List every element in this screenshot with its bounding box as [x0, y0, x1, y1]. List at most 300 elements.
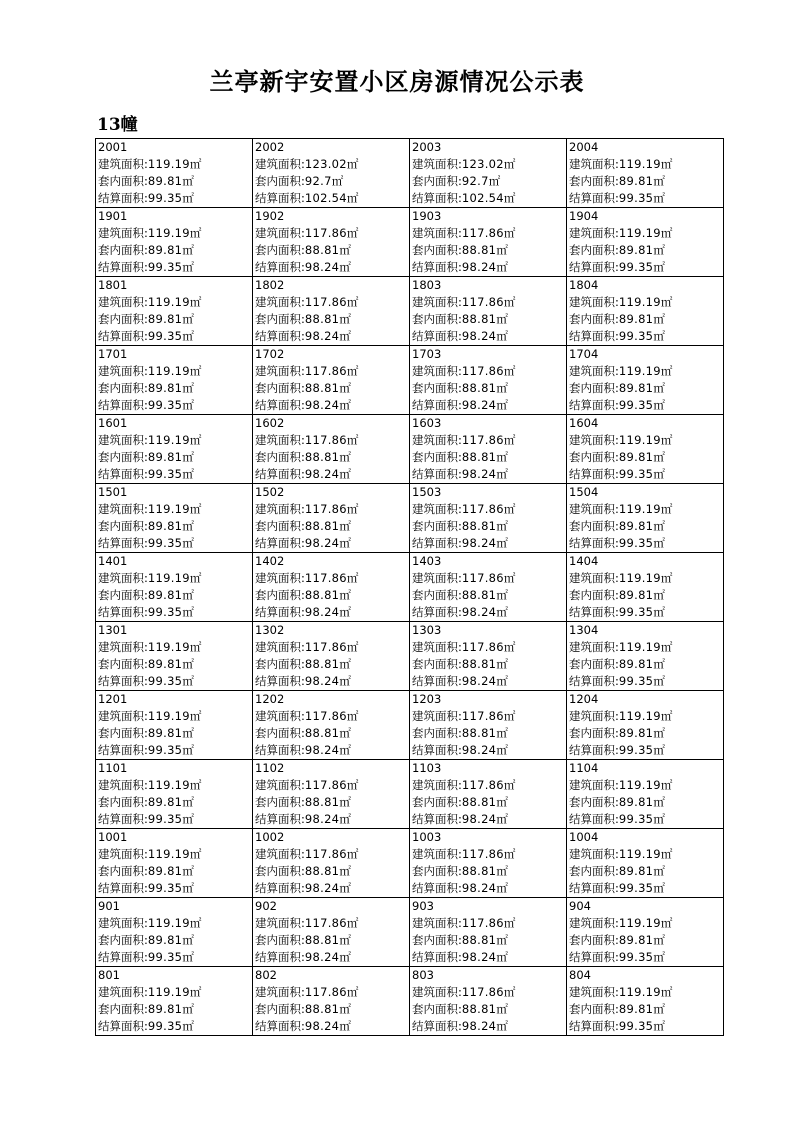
- settle-area-value: 99.35: [147, 812, 183, 826]
- settle-area-value: 99.35: [618, 881, 654, 895]
- settle-area-value: 98.24: [461, 329, 497, 343]
- settle-area-label: 结算面积:: [569, 743, 619, 757]
- inner-area-line: [412, 863, 564, 880]
- inner-area-value: 89.81: [147, 243, 183, 257]
- inner-area-line: [412, 380, 564, 397]
- area-unit: ㎡: [503, 502, 516, 516]
- area-unit: ㎡: [503, 571, 516, 585]
- table-row: [96, 277, 724, 346]
- unit-cell: [410, 691, 567, 760]
- settle-area-label: 结算面积:: [98, 1019, 148, 1033]
- area-unit: ㎡: [653, 329, 665, 343]
- inner-area-line: [98, 725, 250, 742]
- settle-area-label: 结算面积:: [569, 260, 619, 274]
- unit-number: 904: [569, 899, 591, 913]
- area-unit: ㎡: [346, 364, 359, 378]
- unit-number: 1901: [98, 209, 128, 223]
- build-area-value: 119.19: [618, 847, 661, 861]
- area-unit: ㎡: [496, 1019, 508, 1033]
- build-area-label: 建筑面积:: [255, 364, 305, 378]
- area-unit: ㎡: [189, 985, 202, 999]
- unit-number: 1903: [412, 209, 442, 223]
- settle-area-value: 99.35: [618, 398, 654, 412]
- settle-area-value: 98.24: [461, 1019, 497, 1033]
- build-area-line: [255, 294, 407, 311]
- area-unit: ㎡: [496, 881, 508, 895]
- settle-area-line: [569, 1018, 721, 1035]
- settle-area-label: 结算面积:: [255, 1019, 305, 1033]
- build-area-label: 建筑面积:: [98, 778, 148, 792]
- inner-area-label: 套内面积:: [98, 174, 148, 188]
- inner-area-line: [98, 1001, 250, 1018]
- inner-area-line: [255, 794, 407, 811]
- build-area-value: 119.19: [147, 571, 190, 585]
- area-unit: ㎡: [653, 519, 665, 533]
- inner-area-label: 套内面积:: [569, 795, 619, 809]
- unit-number: 1802: [255, 278, 285, 292]
- unit-number: 1003: [412, 830, 442, 844]
- area-unit: ㎡: [182, 312, 194, 326]
- unit-number: 902: [255, 899, 277, 913]
- build-area-line: [569, 294, 721, 311]
- build-area-label: 建筑面积:: [569, 709, 619, 723]
- inner-area-label: 套内面积:: [569, 519, 619, 533]
- unit-cell: [96, 208, 253, 277]
- inner-area-line: [98, 380, 250, 397]
- build-area-value: 119.19: [147, 985, 190, 999]
- settle-area-label: 结算面积:: [98, 260, 148, 274]
- unit-cell: [410, 760, 567, 829]
- area-unit: ㎡: [503, 778, 516, 792]
- area-unit: ㎡: [189, 502, 202, 516]
- inner-area-line: [412, 725, 564, 742]
- inner-area-label: 套内面积:: [412, 519, 462, 533]
- build-area-value: 117.86: [304, 571, 347, 585]
- settle-area-label: 结算面积:: [412, 743, 462, 757]
- inner-area-label: 套内面积:: [412, 174, 462, 188]
- build-area-line: [412, 777, 564, 794]
- inner-area-line: [569, 1001, 721, 1018]
- inner-area-value: 89.81: [618, 933, 654, 947]
- build-area-line: [98, 984, 250, 1001]
- area-unit: ㎡: [653, 864, 665, 878]
- build-area-label: 建筑面积:: [255, 157, 305, 171]
- settle-area-value: 99.35: [147, 398, 183, 412]
- area-unit: ㎡: [189, 916, 202, 930]
- settle-area-line: [98, 1018, 250, 1035]
- build-area-label: 建筑面积:: [412, 226, 462, 240]
- unit-cell: [410, 139, 567, 208]
- area-unit: ㎡: [653, 588, 665, 602]
- inner-area-label: 套内面积:: [412, 933, 462, 947]
- area-unit: ㎡: [182, 795, 194, 809]
- unit-cell: [96, 484, 253, 553]
- area-unit: ㎡: [346, 433, 359, 447]
- build-area-label: 建筑面积:: [569, 985, 619, 999]
- area-unit: ㎡: [496, 450, 508, 464]
- inner-area-label: 套内面积:: [569, 588, 619, 602]
- settle-area-value: 98.24: [461, 467, 497, 481]
- area-unit: ㎡: [660, 640, 673, 654]
- build-area-label: 建筑面积:: [255, 778, 305, 792]
- unit-cell: [410, 622, 567, 691]
- area-unit: ㎡: [660, 571, 673, 585]
- settle-area-label: 结算面积:: [412, 191, 462, 205]
- settle-area-value: 99.35: [147, 1019, 183, 1033]
- unit-cell: [410, 829, 567, 898]
- build-area-line: [255, 363, 407, 380]
- inner-area-line: [98, 932, 250, 949]
- inner-area-value: 89.81: [147, 381, 183, 395]
- settle-area-label: 结算面积:: [412, 881, 462, 895]
- table-row: [96, 967, 724, 1036]
- inner-area-label: 套内面积:: [98, 1002, 148, 1016]
- unit-number: 1203: [412, 692, 442, 706]
- inner-area-label: 套内面积:: [98, 381, 148, 395]
- settle-area-value: 99.35: [147, 950, 183, 964]
- settle-area-line: [255, 604, 407, 621]
- area-unit: ㎡: [346, 640, 359, 654]
- settle-area-line: [98, 535, 250, 552]
- settle-area-line: [412, 466, 564, 483]
- unit-cell: [96, 691, 253, 760]
- settle-area-label: 结算面积:: [569, 329, 619, 343]
- settle-area-label: 结算面积:: [412, 1019, 462, 1033]
- inner-area-value: 89.81: [147, 657, 183, 671]
- settle-area-line: [98, 190, 250, 207]
- area-unit: ㎡: [660, 433, 673, 447]
- settle-area-line: [569, 604, 721, 621]
- unit-number: 804: [569, 968, 591, 982]
- settle-area-label: 结算面积:: [412, 950, 462, 964]
- area-unit: ㎡: [346, 502, 359, 516]
- build-area-line: [569, 156, 721, 173]
- area-unit: ㎡: [653, 191, 665, 205]
- build-area-line: [412, 432, 564, 449]
- area-unit: ㎡: [339, 450, 351, 464]
- area-unit: ㎡: [653, 536, 665, 550]
- build-area-label: 建筑面积:: [98, 364, 148, 378]
- settle-area-line: [569, 742, 721, 759]
- settle-area-line: [255, 190, 407, 207]
- area-unit: ㎡: [339, 674, 351, 688]
- inner-area-line: [98, 242, 250, 259]
- unit-cell: [567, 484, 724, 553]
- area-unit: ㎡: [189, 709, 202, 723]
- settle-area-label: 结算面积:: [569, 191, 619, 205]
- build-area-label: 建筑面积:: [569, 364, 619, 378]
- unit-cell: [567, 139, 724, 208]
- area-unit: ㎡: [339, 312, 351, 326]
- unit-cell: [410, 553, 567, 622]
- build-area-value: 119.19: [147, 226, 190, 240]
- build-area-value: 117.86: [461, 778, 504, 792]
- build-area-line: [255, 777, 407, 794]
- unit-number: 1101: [98, 761, 128, 775]
- build-area-value: 119.19: [147, 709, 190, 723]
- settle-area-value: 98.24: [304, 881, 340, 895]
- area-unit: ㎡: [496, 467, 508, 481]
- inner-area-value: 88.81: [461, 243, 497, 257]
- settle-area-line: [569, 190, 721, 207]
- area-unit: ㎡: [182, 398, 194, 412]
- settle-area-value: 99.35: [618, 191, 654, 205]
- unit-number: 1201: [98, 692, 128, 706]
- unit-number: 1601: [98, 416, 128, 430]
- inner-area-line: [412, 656, 564, 673]
- build-area-value: 117.86: [304, 778, 347, 792]
- inner-area-label: 套内面积:: [569, 381, 619, 395]
- build-area-value: 123.02: [304, 157, 347, 171]
- build-area-value: 117.86: [461, 709, 504, 723]
- build-area-value: 117.86: [461, 847, 504, 861]
- settle-area-line: [255, 466, 407, 483]
- inner-area-line: [255, 863, 407, 880]
- build-area-value: 119.19: [618, 295, 661, 309]
- inner-area-label: 套内面积:: [98, 864, 148, 878]
- area-unit: ㎡: [660, 295, 673, 309]
- settle-area-label: 结算面积:: [569, 812, 619, 826]
- build-area-value: 119.19: [618, 502, 661, 516]
- unit-number: 1204: [569, 692, 599, 706]
- inner-area-value: 88.81: [461, 657, 497, 671]
- build-area-value: 119.19: [147, 433, 190, 447]
- unit-cell: [567, 967, 724, 1036]
- area-unit: ㎡: [339, 381, 351, 395]
- inner-area-value: 88.81: [304, 381, 340, 395]
- area-unit: ㎡: [182, 1019, 194, 1033]
- settle-area-line: [98, 742, 250, 759]
- area-unit: ㎡: [182, 174, 194, 188]
- table-row: [96, 484, 724, 553]
- area-unit: ㎡: [339, 536, 351, 550]
- unit-cell: [567, 553, 724, 622]
- unit-number: 1303: [412, 623, 442, 637]
- settle-area-label: 结算面积:: [98, 950, 148, 964]
- area-unit: ㎡: [182, 381, 194, 395]
- settle-area-line: [412, 811, 564, 828]
- area-unit: ㎡: [339, 605, 351, 619]
- inner-area-value: 88.81: [304, 726, 340, 740]
- inner-area-label: 套内面积:: [98, 795, 148, 809]
- settle-area-label: 结算面积:: [412, 260, 462, 274]
- inner-area-label: 套内面积:: [98, 588, 148, 602]
- area-unit: ㎡: [653, 743, 665, 757]
- area-unit: ㎡: [189, 640, 202, 654]
- settle-area-label: 结算面积:: [255, 536, 305, 550]
- area-unit: ㎡: [496, 933, 508, 947]
- inner-area-label: 套内面积:: [569, 312, 619, 326]
- unit-cell: [96, 829, 253, 898]
- unit-number: 1703: [412, 347, 442, 361]
- inner-area-line: [569, 794, 721, 811]
- build-area-label: 建筑面积:: [569, 433, 619, 447]
- area-unit: ㎡: [496, 950, 508, 964]
- build-area-label: 建筑面积:: [255, 226, 305, 240]
- inner-area-value: 89.81: [147, 795, 183, 809]
- settle-area-value: 99.35: [618, 536, 654, 550]
- inner-area-value: 88.81: [461, 726, 497, 740]
- build-area-line: [412, 915, 564, 932]
- settle-area-value: 98.24: [461, 881, 497, 895]
- settle-area-line: [412, 880, 564, 897]
- area-unit: ㎡: [660, 502, 673, 516]
- settle-area-label: 结算面积:: [98, 398, 148, 412]
- area-unit: ㎡: [653, 881, 665, 895]
- settle-area-value: 99.35: [618, 743, 654, 757]
- area-unit: ㎡: [182, 1002, 194, 1016]
- build-area-value: 119.19: [147, 157, 190, 171]
- build-area-label: 建筑面积:: [255, 640, 305, 654]
- inner-area-value: 89.81: [618, 864, 654, 878]
- settle-area-value: 99.35: [147, 260, 183, 274]
- unit-cell: [253, 484, 410, 553]
- inner-area-line: [412, 932, 564, 949]
- unit-cell: [567, 208, 724, 277]
- build-area-label: 建筑面积:: [412, 157, 462, 171]
- area-unit: ㎡: [496, 795, 508, 809]
- unit-cell: [253, 967, 410, 1036]
- inner-area-value: 88.81: [461, 450, 497, 464]
- area-unit: ㎡: [496, 243, 508, 257]
- area-unit: ㎡: [503, 847, 516, 861]
- area-unit: ㎡: [496, 519, 508, 533]
- area-unit: ㎡: [339, 588, 351, 602]
- inner-area-line: [412, 242, 564, 259]
- settle-area-label: 结算面积:: [98, 881, 148, 895]
- build-area-value: 117.86: [461, 916, 504, 930]
- settle-area-value: 98.24: [461, 398, 497, 412]
- build-area-value: 119.19: [147, 847, 190, 861]
- inner-area-line: [412, 1001, 564, 1018]
- build-area-line: [98, 639, 250, 656]
- inner-area-label: 套内面积:: [98, 243, 148, 257]
- area-unit: ㎡: [653, 243, 665, 257]
- inner-area-line: [569, 449, 721, 466]
- build-area-value: 117.86: [304, 985, 347, 999]
- unit-cell: [96, 967, 253, 1036]
- area-unit: ㎡: [182, 588, 194, 602]
- area-unit: ㎡: [346, 778, 359, 792]
- inner-area-line: [569, 518, 721, 535]
- inner-area-value: 89.81: [147, 1002, 183, 1016]
- inner-area-label: 套内面积:: [412, 312, 462, 326]
- build-area-label: 建筑面积:: [98, 847, 148, 861]
- settle-area-line: [412, 535, 564, 552]
- inner-area-line: [569, 932, 721, 949]
- area-unit: ㎡: [496, 312, 508, 326]
- area-unit: ㎡: [182, 950, 194, 964]
- unit-number: 1902: [255, 209, 285, 223]
- area-unit: ㎡: [496, 381, 508, 395]
- inner-area-value: 89.81: [618, 450, 654, 464]
- area-unit: ㎡: [503, 364, 516, 378]
- area-unit: ㎡: [503, 191, 516, 205]
- inner-area-value: 88.81: [304, 312, 340, 326]
- inner-area-value: 89.81: [147, 174, 183, 188]
- unit-cell: [567, 415, 724, 484]
- area-unit: ㎡: [182, 329, 194, 343]
- area-unit: ㎡: [653, 674, 665, 688]
- unit-number: 1501: [98, 485, 128, 499]
- build-area-label: 建筑面积:: [98, 916, 148, 930]
- unit-number: 1102: [255, 761, 285, 775]
- inner-area-line: [255, 242, 407, 259]
- build-area-label: 建筑面积:: [569, 502, 619, 516]
- inner-area-value: 88.81: [461, 312, 497, 326]
- area-unit: ㎡: [653, 1002, 665, 1016]
- area-unit: ㎡: [660, 916, 673, 930]
- inner-area-line: [569, 173, 721, 190]
- inner-area-label: 套内面积:: [98, 519, 148, 533]
- inner-area-line: [98, 794, 250, 811]
- unit-cell: [410, 346, 567, 415]
- build-area-label: 建筑面积:: [255, 295, 305, 309]
- settle-area-line: [569, 466, 721, 483]
- inner-area-value: 88.81: [461, 519, 497, 533]
- settle-area-value: 98.24: [304, 674, 340, 688]
- build-area-label: 建筑面积:: [98, 295, 148, 309]
- unit-cell: [96, 139, 253, 208]
- area-unit: ㎡: [346, 157, 359, 171]
- inner-area-value: 88.81: [461, 381, 497, 395]
- settle-area-value: 98.24: [304, 743, 340, 757]
- area-unit: ㎡: [653, 260, 665, 274]
- settle-area-line: [255, 535, 407, 552]
- area-unit: ㎡: [339, 519, 351, 533]
- build-area-label: 建筑面积:: [412, 640, 462, 654]
- inner-area-label: 套内面积:: [255, 243, 305, 257]
- area-unit: ㎡: [182, 657, 194, 671]
- settle-area-line: [98, 880, 250, 897]
- settle-area-value: 98.24: [461, 260, 497, 274]
- area-unit: ㎡: [653, 657, 665, 671]
- inner-area-line: [255, 656, 407, 673]
- build-area-line: [255, 225, 407, 242]
- area-unit: ㎡: [653, 795, 665, 809]
- area-unit: ㎡: [339, 243, 351, 257]
- area-unit: ㎡: [339, 743, 351, 757]
- unit-number: 2002: [255, 140, 285, 154]
- unit-cell: [96, 277, 253, 346]
- inner-area-label: 套内面积:: [255, 519, 305, 533]
- inner-area-value: 88.81: [304, 1002, 340, 1016]
- settle-area-value: 99.35: [147, 674, 183, 688]
- inner-area-value: 89.81: [618, 588, 654, 602]
- inner-area-label: 套内面积:: [569, 174, 619, 188]
- area-unit: ㎡: [339, 795, 351, 809]
- unit-number: 1502: [255, 485, 285, 499]
- page-title: 兰亭新宇安置小区房源情况公示表: [209, 67, 585, 96]
- build-area-label: 建筑面积:: [569, 295, 619, 309]
- inner-area-value: 89.81: [147, 864, 183, 878]
- inner-area-label: 套内面积:: [255, 450, 305, 464]
- build-area-line: [569, 777, 721, 794]
- build-area-line: [255, 570, 407, 587]
- build-area-label: 建筑面积:: [98, 571, 148, 585]
- inner-area-label: 套内面积:: [98, 933, 148, 947]
- settle-area-line: [412, 328, 564, 345]
- unit-number: 801: [98, 968, 120, 982]
- unit-cell: [96, 898, 253, 967]
- inner-area-line: [255, 173, 407, 190]
- build-area-label: 建筑面积:: [98, 226, 148, 240]
- build-area-line: [255, 639, 407, 656]
- inner-area-label: 套内面积:: [412, 243, 462, 257]
- build-area-line: [98, 294, 250, 311]
- area-unit: ㎡: [189, 226, 202, 240]
- inner-area-label: 套内面积:: [412, 795, 462, 809]
